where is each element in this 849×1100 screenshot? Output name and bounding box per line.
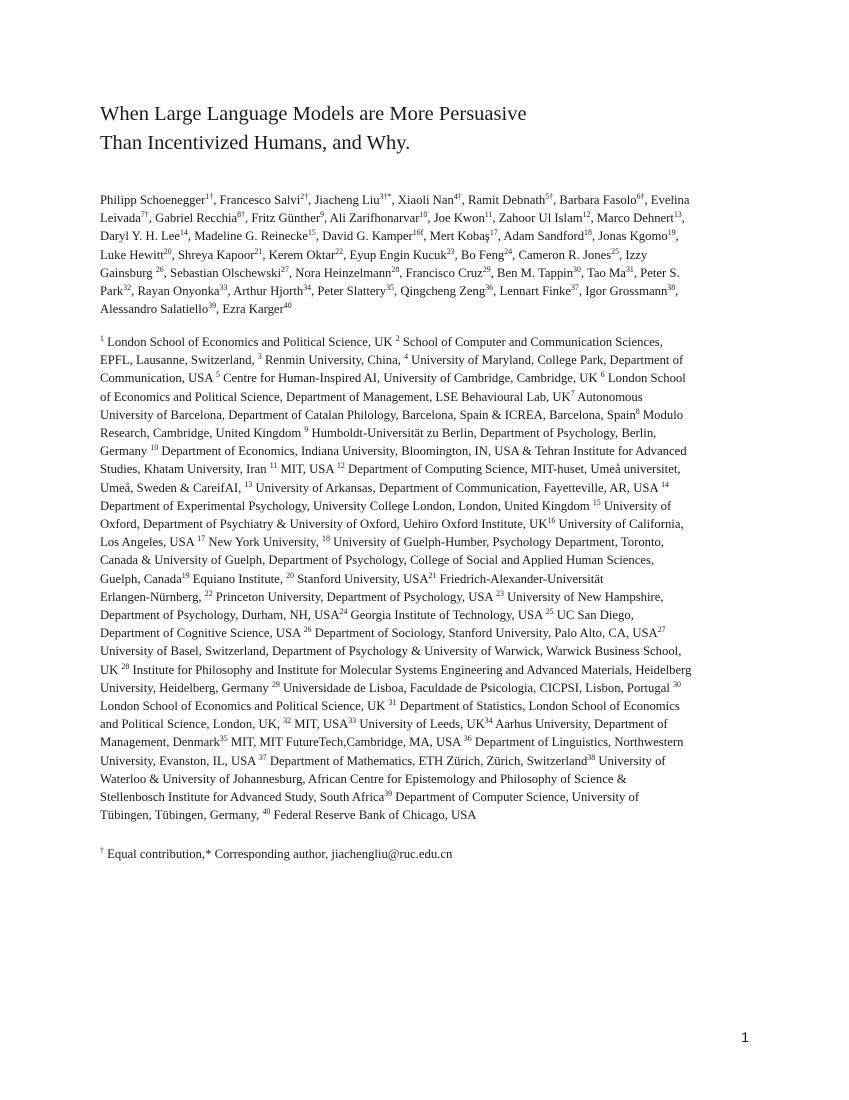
text-segment: , Arthur Hjorth [227, 284, 304, 299]
superscript-marker: 24 [504, 246, 513, 256]
text-segment: , Zahoor Ul Islam [492, 211, 583, 226]
superscript-marker: 34 [484, 716, 493, 726]
author-line [100, 264, 743, 282]
text-segment: Waterloo & University of Johannesburg, African Centre for Epistemology and Philosophy of Science & [100, 771, 627, 786]
text-segment: University of New Hampshire, [503, 589, 664, 604]
text-segment: Daryl Y. H. Lee [100, 229, 180, 244]
superscript-marker: 3†* [379, 191, 392, 201]
superscript-marker: 31 [388, 697, 397, 707]
superscript-marker: 27 [281, 264, 289, 274]
text-segment: , Marco Dehnert [590, 211, 674, 226]
text-segment: , Kerem Oktar [262, 247, 336, 262]
text-segment: EPFL, Lausanne, Switzerland, [100, 353, 258, 368]
superscript-marker: 4† [453, 191, 462, 201]
author-line [100, 191, 743, 209]
superscript-marker: 29 [482, 264, 491, 274]
superscript-marker: 10 [419, 209, 428, 219]
text-segment: , Mert Kobaş [423, 229, 490, 244]
text-segment: , Francesco Salvi [213, 193, 301, 207]
text-segment: , Qingcheng Zeng [393, 284, 486, 299]
text-segment: , Gabriel Recchia [148, 211, 238, 226]
text-segment: New York University, [205, 535, 323, 550]
text-segment: , Jiacheng Liu [308, 193, 380, 207]
superscript-marker: 9 [304, 424, 309, 434]
superscript-marker: 35 [386, 282, 394, 292]
superscript-marker: 35 [219, 734, 228, 744]
text-segment: Gainsburg [100, 265, 156, 280]
text-segment: Autonomous [574, 389, 643, 404]
affiliation-line [100, 460, 748, 478]
title-line-1: When Large Language Models are More Persuasive [100, 103, 527, 125]
superscript-marker: 1† [205, 191, 214, 201]
text-segment: Department of Cognitive Science, USA [100, 626, 304, 641]
text-segment: Equal contribution,* Corresponding author, jiachengliu@ruc.edu.cn [103, 847, 453, 861]
text-segment: , David G. Kamper [315, 229, 413, 244]
text-segment: MIT, MIT FutureTech,Cambridge, MA, USA [227, 735, 464, 750]
superscript-marker: 36 [485, 282, 494, 292]
superscript-marker: 26 [303, 625, 312, 635]
superscript-marker: † [100, 845, 104, 855]
affiliation-line [100, 752, 748, 770]
affiliation-line [100, 369, 748, 387]
superscript-marker: 33 [348, 716, 357, 726]
text-segment: , Izzy [619, 247, 648, 262]
text-segment: Germany [100, 444, 151, 459]
superscript-marker: 2 [395, 333, 400, 343]
superscript-marker: 16f [412, 228, 424, 238]
superscript-marker: 30 [673, 679, 681, 689]
superscript-marker: 13 [673, 209, 682, 219]
text-segment: Aarhus University, Department of [492, 717, 668, 732]
superscript-marker: 4 [404, 351, 408, 361]
affiliation-line [100, 642, 748, 660]
affiliation-line [100, 588, 748, 606]
text-segment: Guelph, Canada [100, 571, 182, 586]
text-segment: Management, Denmark [100, 735, 220, 750]
superscript-marker: 19 [181, 570, 190, 580]
text-segment: Department of Mathematics, ETH Zürich, Zürich, Switzerland [266, 753, 588, 768]
page-number: 1 [741, 1029, 749, 1045]
text-segment: Umeå, Sweden & CareifAI, [100, 480, 245, 495]
text-segment: School of Computer and Communication Sciences, [399, 335, 663, 349]
superscript-marker: 18 [322, 534, 330, 543]
superscript-marker: 28 [121, 661, 130, 671]
text-segment: Department of Statistics, London School of Economics [396, 699, 680, 714]
author-line [100, 246, 743, 264]
text-segment: , Sebastian Olschewski [163, 265, 282, 280]
text-segment: , Eyup Engin Kucuk [343, 247, 447, 262]
superscript-marker: 14 [661, 479, 669, 489]
superscript-marker: 1 [100, 333, 104, 343]
text-segment: Humboldt-Universität zu Berlin, Department of Psychology, Berlin, [308, 426, 657, 441]
footnote-line [100, 845, 748, 863]
text-segment: Canada & University of Guelph, Department of Psychology, College of Social and Applied Human Sciences, [100, 553, 655, 568]
text-segment: Los Angeles, USA [100, 535, 198, 550]
affiliation-line [100, 442, 748, 460]
superscript-marker: 36 [463, 734, 472, 744]
affiliation-line [100, 661, 748, 679]
superscript-marker: 27 [657, 625, 666, 635]
text-segment: Studies, Khatam University, Iran [100, 462, 270, 477]
superscript-marker: 7 [570, 388, 575, 398]
text-segment: , Rayan Onyonka [131, 284, 220, 299]
text-segment: , Francisco Cruz [399, 265, 483, 280]
text-segment: , Barbara Fasolo [553, 193, 637, 207]
text-segment: , Madeline G. Reinecke [187, 229, 308, 244]
superscript-marker: 40 [283, 300, 292, 310]
affiliation-line [100, 479, 748, 497]
text-segment: Department of Computing Science, MIT-huset, Umeå universitet, [344, 462, 681, 477]
text-segment: of Economics and Political Science, Department of Management, LSE Behavioural Lab, UK [100, 389, 571, 404]
text-segment: , Peter Slattery [311, 284, 387, 299]
text-segment: Alessandro Salatiello [100, 302, 209, 317]
text-segment: Stellenbosch Institute for Advanced Study, South Africa [100, 790, 385, 805]
text-segment: , [675, 284, 679, 299]
text-segment: University, Evanston, IL, USA [100, 753, 259, 768]
affiliation-line [100, 715, 748, 733]
text-segment: University of California, [555, 517, 684, 532]
text-segment: Modulo [639, 407, 684, 422]
text-segment: London School of Economics and Political Science, UK [100, 699, 389, 714]
superscript-marker: 29 [271, 679, 280, 689]
superscript-marker: 25 [545, 606, 554, 616]
superscript-marker: 39 [208, 300, 217, 310]
author-line [100, 300, 743, 318]
affiliation-line [100, 806, 748, 824]
text-segment: Stanford University, USA [294, 571, 429, 586]
superscript-marker: 13 [244, 479, 253, 489]
text-segment: Department of Experimental Psychology, University College London, London, United Kingdom [100, 498, 593, 513]
superscript-marker: 38 [667, 282, 676, 292]
text-segment: Leivada [100, 211, 141, 226]
text-segment: Department of Computer Science, University of [392, 790, 640, 805]
text-segment: Tübingen, Tübingen, Germany, [100, 808, 263, 823]
affiliation-line [100, 624, 748, 642]
superscript-marker: 15 [592, 497, 601, 507]
text-segment: Federal Reserve Bank of Chicago, USA [270, 808, 477, 823]
superscript-marker: 10 [150, 442, 159, 452]
superscript-marker: 7† [140, 209, 149, 219]
affiliation-line [100, 551, 748, 569]
superscript-marker: 2† [300, 191, 309, 201]
superscript-marker: 32 [283, 716, 292, 726]
text-segment: , Ramit Debnath [461, 193, 546, 207]
text-segment: Philipp Schoenegger [100, 193, 206, 207]
text-segment: , [681, 211, 685, 226]
text-segment: Luke Hewitt [100, 247, 164, 262]
superscript-marker: 34 [303, 282, 312, 292]
superscript-marker: 19 [667, 228, 676, 238]
title-line-2: Than Incentivized Humans, and Why. [100, 132, 411, 154]
text-segment: University of Barcelona, Department of Catalan Philology, Barcelona, Spain & ICREA, Barcelona, Spain [100, 407, 636, 422]
superscript-marker: 5† [545, 191, 554, 201]
text-segment: Park [100, 284, 124, 299]
affiliation-line [100, 424, 748, 442]
equal-contribution-footnote [100, 845, 748, 863]
text-segment: and Political Science, London, UK, [100, 717, 284, 732]
affiliation-line [100, 733, 748, 751]
author-list [100, 191, 743, 318]
superscript-marker: 40 [262, 807, 271, 817]
text-segment: , Adam Sandford [497, 229, 585, 244]
superscript-marker: 22 [335, 246, 344, 256]
text-segment: University of [595, 753, 666, 768]
text-segment: Princeton University, Department of Psychology, USA [212, 589, 497, 604]
superscript-marker: 23 [446, 246, 455, 256]
superscript-marker: 21 [254, 246, 263, 256]
text-segment: University of Basel, Switzerland, Department of Psychology & University of Warwick, Warwick Business School, [100, 644, 682, 659]
text-segment: Equiano Institute, [189, 571, 287, 586]
text-segment: , Ben M. Tappin [490, 265, 574, 280]
superscript-marker: 17 [489, 228, 498, 238]
text-segment: University of Maryland, College Park, Department of [408, 353, 684, 368]
text-segment: Research, Cambridge, United Kingdom [100, 426, 305, 441]
affiliation-line [100, 533, 748, 551]
text-segment: Department of Psychology, Durham, NH, USA [100, 608, 340, 623]
superscript-marker: 20 [163, 246, 172, 256]
superscript-marker: 24 [339, 606, 348, 616]
affiliation-line [100, 770, 748, 788]
text-segment: , Igor Grossmann [578, 284, 668, 299]
superscript-marker: 18 [584, 228, 592, 238]
superscript-marker: 8† [237, 209, 245, 219]
superscript-marker: 26 [155, 264, 164, 274]
superscript-marker: 5 [215, 370, 220, 380]
superscript-marker: 25 [611, 246, 620, 256]
superscript-marker: 3 [257, 351, 262, 361]
affiliation-line [100, 515, 748, 533]
author-line [100, 282, 743, 300]
text-segment: , Lennart Finke [493, 284, 571, 299]
text-segment: , Evelina [644, 193, 690, 207]
affiliation-line [100, 351, 748, 369]
superscript-marker: 11 [484, 209, 493, 219]
text-segment: Department of Sociology, Stanford University, Palo Alto, CA, USA [311, 626, 658, 641]
superscript-marker: 33 [219, 282, 228, 292]
text-segment: , [675, 229, 679, 244]
text-segment: University of Guelph-Humber, Psychology Department, Toronto, [329, 535, 665, 550]
text-segment: Universidade de Lisboa, Faculdade de Psicologia, CICPSI, Lisbon, Portugal [279, 680, 674, 695]
superscript-marker: 15 [307, 228, 316, 238]
text-segment: , Xiaoli Nan [391, 193, 454, 207]
author-line [100, 227, 743, 245]
text-segment: MIT, USA [277, 462, 337, 477]
text-segment: , Fritz Günther [245, 211, 321, 226]
affiliation-line [100, 606, 748, 624]
superscript-marker: 22 [204, 588, 213, 598]
text-segment: Renmin University, China, [261, 353, 405, 368]
text-segment: Department of Economics, Indiana University, Bloomington, IN, USA & Tehran Institute for Advanced [158, 444, 687, 459]
text-segment: London School of Economics and Political Science, UK [103, 335, 396, 349]
text-segment: University of [600, 498, 672, 513]
text-segment: Erlangen-Nürnberg, [100, 589, 205, 604]
text-segment: UC San Diego, [553, 608, 634, 623]
superscript-marker: 32 [123, 282, 132, 292]
text-segment: London School [604, 371, 686, 386]
superscript-marker: 31 [625, 264, 634, 274]
superscript-marker: 28 [391, 264, 400, 274]
text-segment: Communication, USA [100, 371, 216, 386]
superscript-marker: 14 [179, 228, 188, 238]
superscript-marker: 9 [320, 209, 324, 219]
text-segment: University, Heidelberg, Germany [100, 680, 272, 695]
paper-title [100, 100, 760, 158]
affiliation-line [100, 333, 748, 351]
affiliation-line [100, 679, 748, 697]
superscript-marker: 37 [570, 282, 579, 292]
affiliation-list [100, 333, 748, 824]
affiliation-line [100, 570, 748, 588]
superscript-marker: 6† [636, 191, 645, 201]
affiliation-line [100, 697, 748, 715]
text-segment: University of Leeds, UK [356, 717, 485, 732]
superscript-marker: 12 [582, 209, 591, 219]
text-segment: , Peter S. [633, 265, 680, 280]
superscript-marker: 11 [269, 461, 278, 471]
text-segment: , Jonas Kgomo [591, 229, 668, 244]
text-segment: MIT, USA [291, 717, 349, 732]
text-segment: Centre for Human-Inspired AI, University of Cambridge, Cambridge, UK [219, 371, 601, 386]
text-segment: , Joe Kwon [427, 211, 485, 226]
text-segment: , Cameron R. Jones [512, 247, 612, 262]
text-segment: Friedrich-Alexander-Universität [436, 571, 604, 586]
affiliation-line [100, 497, 748, 515]
superscript-marker: 39 [384, 788, 393, 798]
superscript-marker: 30 [573, 264, 581, 274]
superscript-marker: 37 [258, 752, 267, 762]
text-segment: Georgia Institute of Technology, USA [347, 608, 546, 623]
superscript-marker: 16 [547, 515, 556, 525]
superscript-marker: 20 [286, 570, 295, 580]
text-segment: , Nora Heinzelmann [288, 265, 392, 280]
superscript-marker: 17 [197, 534, 206, 543]
text-segment: Oxford, Department of Psychiatry & University of Oxford, Uehiro Oxford Institute, UK [100, 517, 548, 532]
text-segment: University of Arkansas, Department of Communication, Fayetteville, AR, USA [252, 480, 662, 495]
author-line [100, 209, 743, 227]
superscript-marker: 6 [600, 370, 605, 380]
text-segment: UK [100, 662, 122, 677]
superscript-marker: 12 [337, 461, 345, 471]
affiliation-line [100, 388, 748, 406]
superscript-marker: 38 [587, 752, 596, 762]
text-segment: Institute for Philosophy and Institute for Molecular Systems Engineering and Advanced Materials, Heidelberg [129, 662, 692, 677]
text-segment: , Ali Zarifhonarvar [324, 211, 420, 226]
affiliation-line [100, 406, 748, 424]
text-segment: , Ezra Karger [216, 302, 284, 317]
superscript-marker: 23 [496, 588, 504, 598]
superscript-marker: 21 [428, 570, 437, 580]
text-segment: , Tao Ma [580, 265, 626, 280]
affiliation-line [100, 788, 748, 806]
text-segment: Department of Linguistics, Northwestern [471, 735, 684, 750]
text-segment: , Shreya Kapoor [171, 247, 255, 262]
superscript-marker: 8 [635, 406, 640, 416]
text-segment: , Bo Feng [454, 247, 505, 262]
